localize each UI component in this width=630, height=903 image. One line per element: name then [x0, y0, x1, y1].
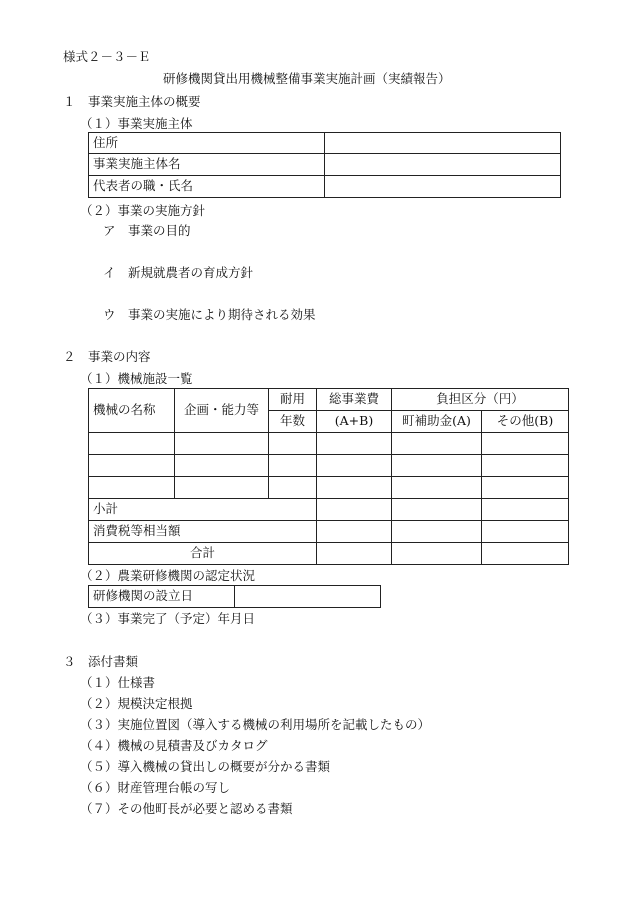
entity-value-representative	[325, 176, 561, 198]
attachment-item: （３）実施位置図（導入する機械の利用場所を記載したもの）	[80, 717, 431, 732]
table-row	[89, 433, 569, 455]
attachment-item: （１）仕様書	[80, 675, 156, 690]
header-other: その他(B)	[482, 411, 569, 433]
section-3-heading: ３ 添付書類	[63, 654, 139, 669]
entity-table	[88, 132, 561, 198]
page-title: 研修機関貸出用機械整備事業実施計画（実績報告）	[163, 71, 451, 86]
equipment-table	[88, 388, 569, 565]
establishment-date-value	[235, 586, 381, 608]
section-2-sub-3: （３）事業完了（予定）年月日	[80, 611, 256, 626]
header-useful-life-1: 耐用	[269, 389, 317, 411]
section-1-sub-2: （２）事業の実施方針	[80, 203, 206, 218]
table-row	[89, 455, 569, 477]
policy-item-a: ア 事業の目的	[103, 223, 191, 238]
section-1-sub-1: （１）事業実施主体	[80, 116, 193, 131]
certification-table	[88, 585, 381, 608]
header-total-cost-1: 総事業費	[317, 389, 392, 411]
header-total-cost-2: (A+B)	[317, 411, 392, 433]
header-town-subsidy: 町補助金(A)	[392, 411, 482, 433]
entity-label-representative: 代表者の職・氏名	[89, 176, 325, 198]
entity-label-address: 住所	[89, 133, 325, 154]
total-label: 合計	[89, 543, 317, 565]
header-plan-capacity: 企画・能力等	[175, 389, 269, 433]
attachment-item: （７）その他町長が必要と認める書類	[80, 801, 293, 816]
attachment-item: （５）導入機械の貸出しの概要が分かる書類	[80, 759, 331, 774]
section-2-heading: ２ 事業の内容	[63, 349, 151, 364]
tax-label: 消費税等相当額	[89, 521, 317, 543]
header-burden-split: 負担区分（円）	[392, 389, 569, 411]
section-2-sub-1: （１）機械施設一覧	[80, 371, 193, 386]
attachment-item: （６）財産管理台帳の写し	[80, 780, 231, 795]
header-useful-life-2: 年数	[269, 411, 317, 433]
subtotal-label: 小計	[89, 499, 317, 521]
policy-item-i: イ 新規就農者の育成方針	[103, 265, 254, 280]
attachment-item: （２）規模決定根拠	[80, 696, 193, 711]
header-machine-name: 機械の名称	[89, 389, 175, 433]
entity-value-address	[325, 133, 561, 154]
table-row	[89, 477, 569, 499]
total-row	[89, 543, 569, 565]
section-1-heading: １ 事業実施主体の概要	[63, 94, 201, 109]
tax-row	[89, 521, 569, 543]
form-id: 様式２－３－Ｅ	[63, 49, 151, 64]
policy-item-u: ウ 事業の実施により期待される効果	[103, 307, 316, 322]
attachment-item: （４）機械の見積書及びカタログ	[80, 738, 268, 753]
subtotal-row	[89, 499, 569, 521]
entity-label-name: 事業実施主体名	[89, 154, 325, 176]
section-2-sub-2: （２）農業研修機関の認定状況	[80, 568, 256, 583]
entity-value-name	[325, 154, 561, 176]
establishment-date-label: 研修機関の設立日	[89, 586, 235, 608]
